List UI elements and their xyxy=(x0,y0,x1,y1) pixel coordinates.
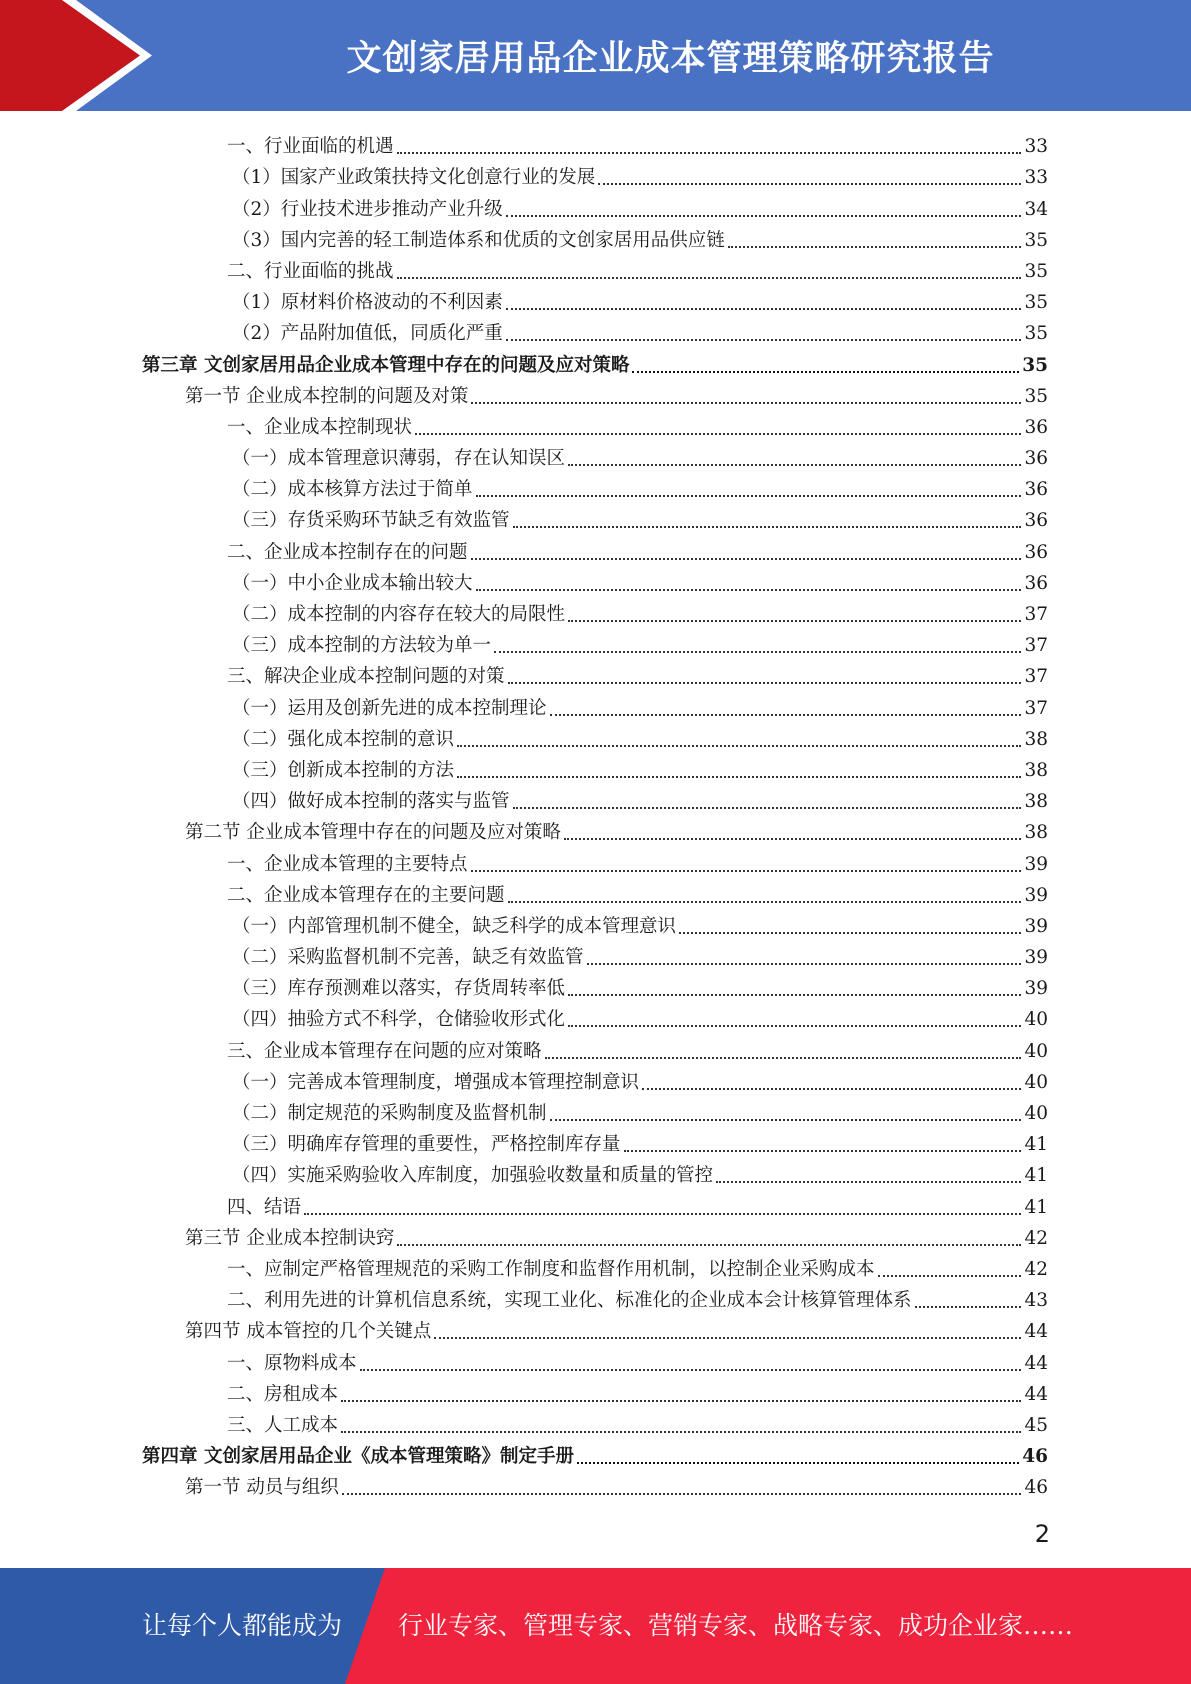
toc-entry[interactable] xyxy=(142,721,1048,752)
toc-entry-title: （三）明确库存管理的重要性，严格控制库存量 xyxy=(232,1134,621,1156)
page-footer xyxy=(0,1568,1191,1684)
toc-entry-page: 39 xyxy=(1024,947,1048,969)
toc-entry-title: （三）存货采购环节缺乏有效监管 xyxy=(232,510,510,532)
toc-entry-page: 36 xyxy=(1024,510,1048,532)
toc-entry-page: 38 xyxy=(1024,759,1048,781)
toc-entry-title: 一、企业成本控制现状 xyxy=(227,416,413,438)
toc-dot-leader xyxy=(545,1057,1022,1059)
toc-entry[interactable] xyxy=(142,877,1048,908)
toc-entry-title: （二）成本核算方法过于简单 xyxy=(232,479,473,501)
toc-entry[interactable] xyxy=(142,409,1048,440)
toc-entry-page: 39 xyxy=(1024,915,1048,937)
toc-entry[interactable] xyxy=(142,1469,1048,1500)
toc-entry[interactable] xyxy=(142,1126,1048,1157)
toc-entry-page: 35 xyxy=(1024,260,1048,282)
toc-entry-title: （一）完善成本管理制度，增强成本管理控制意识 xyxy=(232,1071,640,1093)
toc-entry-page: 41 xyxy=(1024,1196,1048,1218)
toc-entry[interactable] xyxy=(142,1251,1048,1282)
toc-dot-leader xyxy=(471,558,1022,560)
toc-entry-title: 第一节 动员与组织 xyxy=(185,1477,339,1499)
toc-dot-leader xyxy=(397,152,1022,154)
toc-entry[interactable] xyxy=(142,128,1048,159)
toc-entry[interactable] xyxy=(142,159,1048,190)
toc-entry-title: （一）运用及创新先进的成本控制理论 xyxy=(232,697,547,719)
toc-entry-page: 35 xyxy=(1024,229,1048,251)
toc-dot-leader xyxy=(397,277,1022,279)
toc-dot-leader xyxy=(360,1369,1022,1371)
toc-dot-leader xyxy=(878,1275,1022,1277)
toc-entry[interactable] xyxy=(142,1438,1048,1469)
toc-entry-page: 35 xyxy=(1024,385,1048,407)
toc-entry-page: 36 xyxy=(1024,572,1048,594)
toc-entry[interactable] xyxy=(142,1282,1048,1313)
toc-dot-leader xyxy=(564,838,1022,840)
toc-entry-page: 39 xyxy=(1024,978,1048,1000)
toc-entry[interactable] xyxy=(142,1095,1048,1126)
toc-dot-leader xyxy=(624,1150,1022,1152)
toc-entry[interactable] xyxy=(142,1220,1048,1251)
footer-slogan-left: 让每个人都能成为 xyxy=(142,1611,343,1640)
toc-entry-page: 41 xyxy=(1024,1134,1048,1156)
toc-entry-title: 一、行业面临的机遇 xyxy=(227,136,394,158)
page-header xyxy=(0,0,1191,111)
toc-entry-page: 35 xyxy=(1022,354,1048,376)
toc-entry-page: 40 xyxy=(1024,1009,1048,1031)
toc-entry-title: （四）抽验方式不科学，仓储验收形式化 xyxy=(232,1009,566,1031)
toc-entry[interactable] xyxy=(142,908,1048,939)
toc-entry[interactable] xyxy=(142,502,1048,533)
toc-entry[interactable] xyxy=(142,658,1048,689)
toc-entry-title: （二）采购监督机制不完善，缺乏有效监管 xyxy=(232,947,584,969)
toc-entry-page: 38 xyxy=(1024,822,1048,844)
toc-entry[interactable] xyxy=(142,939,1048,970)
toc-dot-leader xyxy=(494,651,1021,653)
toc-entry-page: 42 xyxy=(1024,1258,1048,1280)
toc-entry[interactable] xyxy=(142,1001,1048,1032)
toc-entry[interactable] xyxy=(142,222,1048,253)
toc-dot-leader xyxy=(397,1244,1021,1246)
toc-entry-title: 第四节 成本管控的几个关键点 xyxy=(185,1321,432,1343)
toc-entry[interactable] xyxy=(142,440,1048,471)
toc-dot-leader xyxy=(568,464,1021,466)
toc-entry-title: 第二节 企业成本管理中存在的问题及应对策略 xyxy=(185,822,561,844)
toc-entry-page: 36 xyxy=(1024,479,1048,501)
toc-entry-page: 36 xyxy=(1024,416,1048,438)
toc-entry-title: （二）强化成本控制的意识 xyxy=(232,728,455,750)
toc-dot-leader xyxy=(728,246,1022,248)
toc-entry-title: 四、结语 xyxy=(227,1196,302,1218)
toc-entry-title: （2）行业技术进步推动产业升级 xyxy=(232,198,503,220)
toc-entry-title: （三）创新成本控制的方法 xyxy=(232,759,455,781)
toc-entry-page: 36 xyxy=(1024,448,1048,470)
toc-entry-title: （一）中小企业成本输出较大 xyxy=(232,572,473,594)
toc-entry-title: （三）库存预测难以落实，存货周转率低 xyxy=(232,978,566,1000)
toc-entry[interactable] xyxy=(142,752,1048,783)
table-of-contents xyxy=(142,128,1048,1500)
toc-dot-leader xyxy=(415,433,1021,435)
toc-dot-leader xyxy=(568,620,1021,622)
toc-entry[interactable] xyxy=(142,1376,1048,1407)
toc-entry[interactable] xyxy=(142,1064,1048,1095)
toc-entry-page: 35 xyxy=(1024,292,1048,314)
toc-dot-leader xyxy=(577,1462,1019,1464)
toc-entry[interactable] xyxy=(142,596,1048,627)
toc-entry-page: 40 xyxy=(1024,1040,1048,1062)
toc-entry-page: 35 xyxy=(1024,323,1048,345)
toc-entry-page: 33 xyxy=(1024,136,1048,158)
toc-entry-title: （一）内部管理机制不健全，缺乏科学的成本管理意识 xyxy=(232,915,677,937)
toc-dot-leader xyxy=(642,1088,1021,1090)
toc-dot-leader xyxy=(508,901,1022,903)
toc-entry-page: 39 xyxy=(1024,853,1048,875)
toc-entry[interactable] xyxy=(142,845,1048,876)
toc-dot-leader xyxy=(513,807,1022,809)
toc-dot-leader xyxy=(632,371,1019,373)
toc-entry-page: 44 xyxy=(1024,1321,1048,1343)
toc-entry-title: 三、人工成本 xyxy=(227,1414,339,1436)
toc-entry-page: 37 xyxy=(1024,604,1048,625)
toc-dot-leader xyxy=(457,745,1021,747)
toc-entry-page: 38 xyxy=(1024,791,1048,813)
document-title: 文创家居用品企业成本管理策略研究报告 xyxy=(346,38,995,79)
toc-entry[interactable] xyxy=(142,565,1048,596)
toc-entry-title: （四）实施采购验收入库制度，加强验收数量和质量的管控 xyxy=(232,1165,714,1187)
toc-entry-page: 40 xyxy=(1024,1071,1048,1093)
toc-entry-page: 37 xyxy=(1024,635,1048,657)
toc-entry[interactable] xyxy=(142,253,1048,284)
toc-entry-title: （1）原材料价格波动的不利因素 xyxy=(232,292,503,314)
toc-entry[interactable] xyxy=(142,190,1048,221)
toc-entry-title: 二、企业成本控制存在的问题 xyxy=(227,541,468,563)
toc-entry-page: 34 xyxy=(1024,198,1048,220)
toc-entry[interactable] xyxy=(142,814,1048,845)
toc-entry-title: 二、利用先进的计算机信息系统，实现工业化、标准化的企业成本会计核算管理体系 xyxy=(227,1290,912,1312)
toc-dot-leader xyxy=(679,932,1021,934)
toc-entry-page: 33 xyxy=(1024,167,1048,189)
toc-entry-page: 46 xyxy=(1024,1477,1048,1499)
toc-dot-leader xyxy=(341,1400,1021,1402)
toc-dot-leader xyxy=(508,682,1022,684)
toc-entry-title: 第四章 文创家居用品企业《成本管理策略》制定手册 xyxy=(142,1446,574,1468)
toc-entry-title: 二、行业面临的挑战 xyxy=(227,260,394,282)
toc-entry-page: 45 xyxy=(1024,1414,1048,1436)
footer-slogan-right: 行业专家、管理专家、营销专家、战略专家、成功企业家…… xyxy=(398,1611,1074,1640)
toc-entry-page: 37 xyxy=(1024,666,1048,688)
toc-entry[interactable] xyxy=(142,1032,1048,1063)
toc-dot-leader xyxy=(506,308,1022,310)
toc-dot-leader xyxy=(342,1493,1022,1495)
toc-dot-leader xyxy=(434,1337,1021,1339)
toc-entry-page: 44 xyxy=(1024,1352,1048,1374)
toc-entry[interactable] xyxy=(142,970,1048,1001)
toc-entry-title: （2）产品附加值低，同质化严重 xyxy=(232,323,503,345)
toc-entry-title: （1）国家产业政策扶持文化创意行业的发展 xyxy=(232,167,596,189)
toc-dot-leader xyxy=(457,776,1021,778)
toc-dot-leader xyxy=(506,215,1022,217)
toc-entry-title: 一、企业成本管理的主要特点 xyxy=(227,853,468,875)
page-number: 2 xyxy=(1034,1520,1050,1548)
toc-dot-leader xyxy=(598,183,1021,185)
toc-dot-leader xyxy=(506,339,1022,341)
toc-entry[interactable] xyxy=(142,346,1048,377)
toc-entry-title: （二）制定规范的采购制度及监督机制 xyxy=(232,1103,547,1124)
toc-entry-page: 40 xyxy=(1024,1103,1048,1124)
toc-dot-leader xyxy=(550,714,1022,716)
toc-dot-leader xyxy=(568,994,1021,996)
toc-entry[interactable] xyxy=(142,315,1048,346)
toc-entry[interactable] xyxy=(142,1344,1048,1375)
toc-entry-page: 44 xyxy=(1024,1383,1048,1405)
toc-entry-title: （一）成本管理意识薄弱，存在认知误区 xyxy=(232,448,566,470)
toc-entry-title: 第三章 文创家居用品企业成本管理中存在的问题及应对策略 xyxy=(142,354,630,376)
toc-entry-title: 二、房租成本 xyxy=(227,1383,339,1405)
toc-dot-leader xyxy=(304,1213,1021,1215)
toc-entry-title: （四）做好成本控制的落实与监管 xyxy=(232,791,510,813)
toc-entry-title: 第一节 企业成本控制的问题及对策 xyxy=(185,385,469,407)
header-arrow-decoration xyxy=(0,0,160,111)
toc-entry-title: （三）成本控制的方法较为单一 xyxy=(232,635,492,657)
toc-entry[interactable] xyxy=(142,378,1048,409)
toc-entry[interactable] xyxy=(142,1157,1048,1188)
toc-entry[interactable] xyxy=(142,1407,1048,1438)
toc-entry-page: 46 xyxy=(1022,1446,1048,1468)
toc-entry-title: （二）成本控制的内容存在较大的局限性 xyxy=(232,604,566,625)
toc-dot-leader xyxy=(341,1431,1021,1433)
toc-entry-page: 37 xyxy=(1024,697,1048,719)
toc-dot-leader xyxy=(476,495,1022,497)
toc-dot-leader xyxy=(476,589,1022,591)
toc-entry-title: （3）国内完善的轻工制造体系和优质的文创家居用品供应链 xyxy=(232,229,725,251)
toc-entry-title: 第三节 企业成本控制诀窍 xyxy=(185,1227,395,1249)
toc-entry-title: 一、应制定严格管理规范的采购工作制度和监督作用机制，以控制企业采购成本 xyxy=(227,1258,875,1280)
toc-entry-page: 36 xyxy=(1024,541,1048,563)
toc-entry-title: 三、企业成本管理存在问题的应对策略 xyxy=(227,1040,542,1062)
toc-entry[interactable] xyxy=(142,689,1048,720)
toc-entry[interactable] xyxy=(142,284,1048,315)
toc-entry[interactable] xyxy=(142,1188,1048,1219)
toc-dot-leader xyxy=(550,1119,1022,1121)
toc-entry[interactable] xyxy=(142,471,1048,502)
toc-dot-leader xyxy=(915,1306,1022,1308)
toc-entry-page: 42 xyxy=(1024,1227,1048,1249)
toc-dot-leader xyxy=(471,402,1021,404)
toc-dot-leader xyxy=(587,963,1022,965)
toc-entry-page: 38 xyxy=(1024,728,1048,750)
toc-entry[interactable] xyxy=(142,533,1048,564)
toc-entry-title: 一、原物料成本 xyxy=(227,1352,357,1374)
toc-entry-title: 三、解决企业成本控制问题的对策 xyxy=(227,666,505,688)
toc-dot-leader xyxy=(568,1025,1021,1027)
toc-entry-page: 43 xyxy=(1024,1290,1048,1312)
toc-entry-title: 二、企业成本管理存在的主要问题 xyxy=(227,884,505,906)
toc-dot-leader xyxy=(471,870,1022,872)
toc-entry[interactable] xyxy=(142,1313,1048,1344)
toc-entry[interactable] xyxy=(142,627,1048,658)
toc-entry-page: 39 xyxy=(1024,884,1048,906)
toc-entry[interactable] xyxy=(142,783,1048,814)
toc-dot-leader xyxy=(716,1181,1021,1183)
toc-dot-leader xyxy=(513,526,1022,528)
toc-entry-page: 41 xyxy=(1024,1165,1048,1187)
